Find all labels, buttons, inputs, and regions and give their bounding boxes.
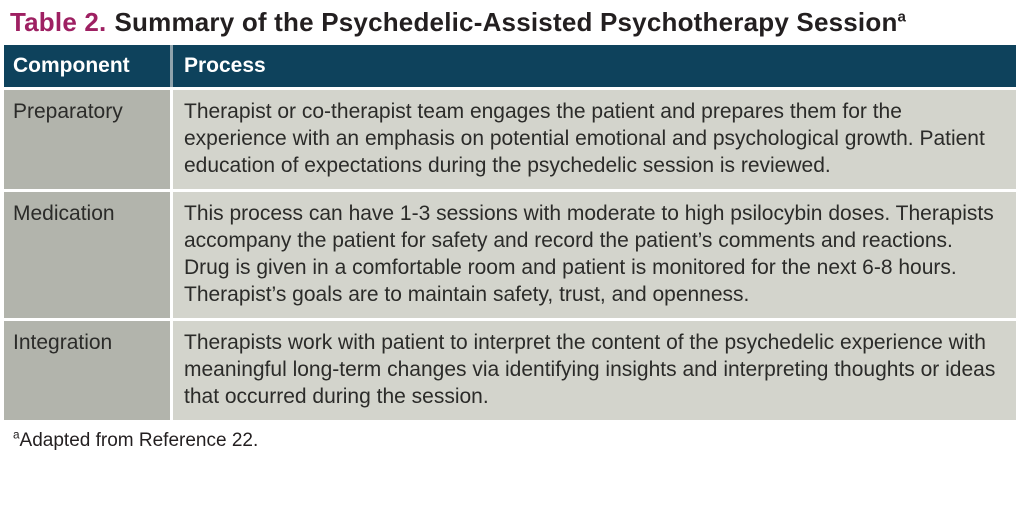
footnote-superscript: a — [13, 428, 20, 442]
component-cell-integration: Integration — [4, 321, 170, 420]
table-row-medication — [4, 192, 1016, 318]
process-cell-medication: This process can have 1-3 sessions with moderate to high psilocybin doses. Therapists accompany the patient for safety and record the patient’s comments and reactions. Drug is given in a comfortable room and patient is monitored for the next 6-8 hours. Therapist’s goals are to maintain safety, trust, and openness. — [173, 192, 1016, 318]
table-title — [10, 7, 1016, 37]
table-row-preparatory — [4, 90, 1016, 189]
table-row-integration — [4, 321, 1016, 420]
column-header-process: Process — [173, 45, 1016, 87]
column-header-component: Component — [4, 45, 170, 87]
table-title-superscript: a — [897, 8, 907, 26]
footnote-text: Adapted from Reference 22. — [19, 430, 259, 451]
table-header-row — [4, 45, 1016, 87]
table-title-number: Table 2. — [10, 7, 107, 37]
process-cell-preparatory: Therapist or co-therapist team engages the patient and prepares them for the experience with an emphasis on potential emotional and psychological growth. Patient education of expectations during the psychedelic session is reviewed. — [173, 90, 1016, 189]
component-cell-preparatory: Preparatory — [4, 90, 170, 189]
footnote — [13, 430, 1016, 452]
table-title-text: Summary of the Psychedelic-Assisted Psychotherapy Session — [114, 7, 898, 37]
component-cell-medication: Medication — [4, 192, 170, 318]
summary-table — [4, 45, 1016, 420]
process-cell-integration: Therapists work with patient to interpret the content of the psychedelic experience with meaningful long-term changes via identifying insights and interpreting thoughts or ideas that occurred during the session. — [173, 321, 1016, 420]
